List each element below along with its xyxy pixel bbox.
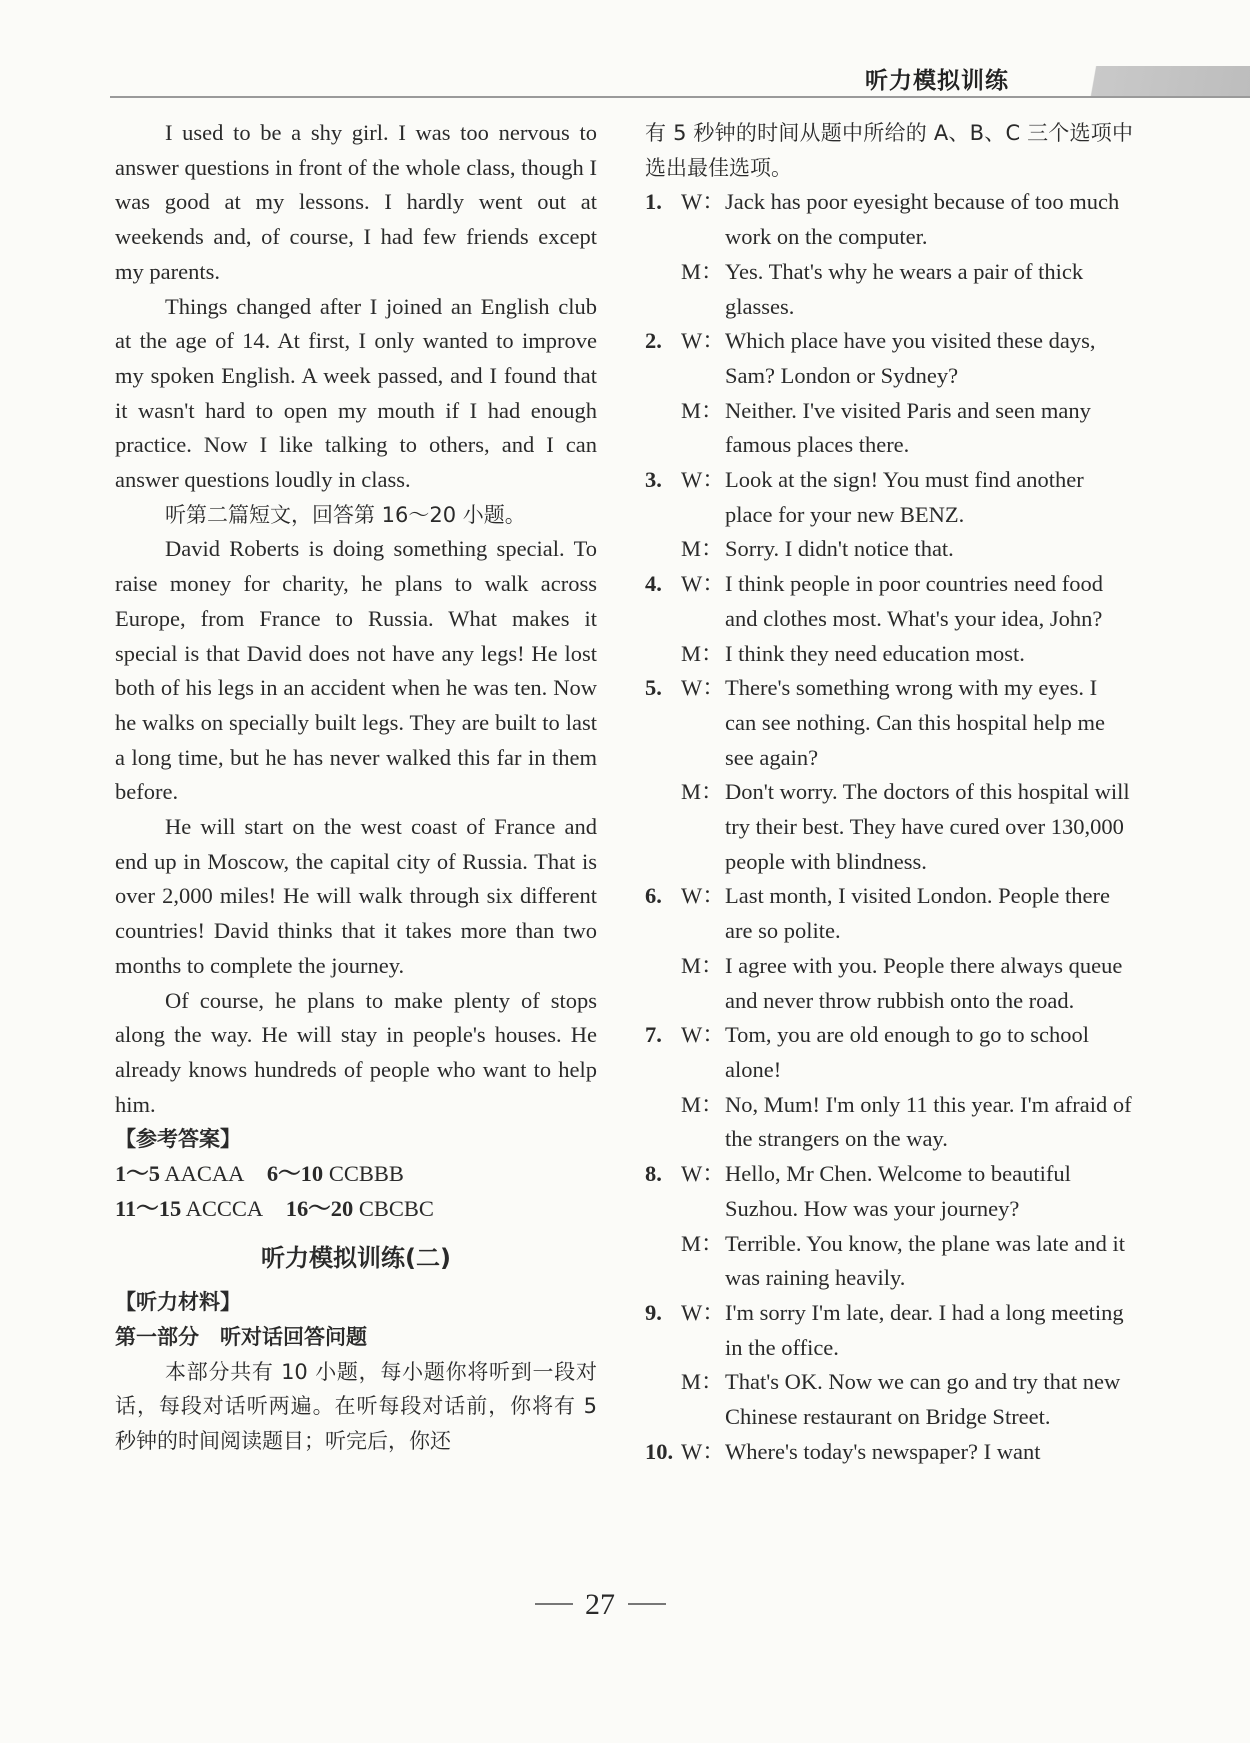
dialogue-number: 9. <box>645 1299 662 1325</box>
paragraph: He will start on the west coast of France and end up in Moscow, the capital city of Russia. That is over 2,000 miles! He will walk through six different countries! David thinks that it takes more than two months to complete the journey. <box>115 814 597 978</box>
paragraph: I used to be a shy girl. I was too nervous to answer questions in front of the whole class, though I was good at my lessons. I hardly went out at weekends and, of course, I had few friends except my parents. <box>115 120 597 284</box>
dialogue-text: Which place have you visited these days, Sam? London or Sydney? <box>725 328 1096 388</box>
dialogue-text: That's OK. Now we can go and try that new Chinese restaurant on Bridge Street. <box>725 1369 1121 1430</box>
dialogue-number: 10. <box>645 1438 674 1464</box>
dialogue-list <box>645 185 1133 1434</box>
header-rule <box>110 96 1250 98</box>
dialogue-line <box>645 775 1133 879</box>
answer-key: CCBBB <box>328 1161 404 1187</box>
header-decor-band <box>1055 66 1250 98</box>
dialogue-text: I agree with you. People there always queue and never throw rubbish onto the road. <box>725 952 1123 1013</box>
speaker-label: W： <box>681 571 725 597</box>
dialogue-text: Last month, I visited London. People there are so polite. <box>725 883 1110 944</box>
dialogue-line <box>645 1296 1133 1365</box>
answer-key: CBCBC <box>358 1195 434 1221</box>
dialogue-line <box>645 1088 1133 1157</box>
dialogue-line <box>645 463 1133 532</box>
dialogue-line <box>645 1365 1133 1434</box>
dialogue-line <box>645 394 1133 463</box>
dialogue-text: No, Mum! I'm only 11 this year. I'm afraid of the strangers on the way. <box>725 1091 1132 1152</box>
speaker-label: W： <box>681 189 725 215</box>
footer-rule-left <box>535 1603 573 1605</box>
dialogue-text: Jack has poor eyesight because of too much work on the computer. <box>725 189 1120 250</box>
passage-instruction: 听第二篇短文，回答第 16～20 小题。 <box>165 502 526 527</box>
speaker-label: M： <box>681 640 724 666</box>
speaker-label: M： <box>681 779 724 805</box>
speaker-label: W： <box>681 1299 725 1325</box>
dialogue-number: 7. <box>645 1022 662 1048</box>
section-title: 听力模拟训练(二) <box>261 1243 451 1272</box>
dialogue-line <box>645 879 1133 948</box>
speaker-label: W： <box>681 1161 725 1187</box>
speaker-label: M： <box>681 1230 724 1256</box>
part-intro: 本部分共有 10 小题，每小题你将听到一段对话，每段对话听两遍。在听每段对话前，你将有 5 秒钟的时间阅读题目；听完后，你还 <box>115 1359 597 1454</box>
speaker-label: M： <box>681 397 724 423</box>
dialogue-text: Neither. I've visited Paris and seen many famous places there. <box>725 397 1091 458</box>
dialogue-line <box>645 255 1133 324</box>
dialogue-text: There's something wrong with my eyes. I can see nothing. Can this hospital help me see again? <box>725 675 1105 770</box>
paragraph: Of course, he plans to make plenty of stops along the way. He will stay in people's houses. He already knows hundreds of people who want to help him. <box>115 987 597 1117</box>
dialogue-number: 4. <box>645 571 662 597</box>
dialogue-text: I think they need education most. <box>725 640 1025 666</box>
answer-range: 6～10 <box>266 1161 324 1187</box>
answers-heading: 【参考答案】 <box>115 1127 241 1152</box>
material-heading: 【听力材料】 <box>115 1290 241 1315</box>
footer-rule-right <box>628 1603 666 1605</box>
dialogue-text: Don't worry. The doctors of this hospital will try their best. They have cured over 130,000 people with blindness. <box>725 779 1130 874</box>
part-heading: 第一部分 听对话回答问题 <box>115 1324 367 1349</box>
dialogue-line <box>645 1227 1133 1296</box>
answer-line <box>115 1157 597 1192</box>
dialogue-text: Tom, you are old enough to go to school alone! <box>725 1022 1089 1082</box>
dialogue-number: 3. <box>645 467 662 493</box>
dialogue-line <box>645 1157 1133 1226</box>
answer-range: 1～5 <box>115 1161 161 1187</box>
dialogue-text: I think people in poor countries need food and clothes most. What's your idea, John? <box>725 571 1104 631</box>
dialogue-line <box>645 637 1133 672</box>
paragraph: David Roberts is doing something special. To raise money for charity, he plans to walk across Europe, from France to Russia. What makes it special is that David does not have any legs! He lost both of his legs in an accident when he was ten. Now he walks on specially built legs. They are built to last a long time, but he has never walked this far in them before. <box>115 536 597 805</box>
dialogue-line <box>645 324 1133 393</box>
answer-key: ACCCA <box>185 1195 264 1221</box>
dialogue-text: Hello, Mr Chen. Welcome to beautiful Suzhou. How was your journey? <box>725 1161 1071 1221</box>
speaker-label: M： <box>681 258 724 284</box>
dialogue-line <box>645 1018 1133 1087</box>
part-intro-continued: 有 5 秒钟的时间从题中所给的 A、B、C 三个选项中选出最佳选项。 <box>645 121 1133 180</box>
dialogue-line <box>645 532 1133 567</box>
dialogue-number: 2. <box>645 328 662 354</box>
dialogue-number: 6. <box>645 883 662 909</box>
dialogue-line <box>645 1435 1133 1470</box>
speaker-label: M： <box>681 1369 724 1395</box>
dialogue-line <box>645 671 1133 775</box>
left-column <box>115 116 597 1459</box>
speaker-label: W： <box>681 328 725 354</box>
dialogue-text: I'm sorry I'm late, dear. I had a long meeting in the office. <box>725 1299 1124 1360</box>
dialogue-line <box>645 567 1133 636</box>
dialogue-text: Yes. That's why he wears a pair of thick glasses. <box>725 258 1084 319</box>
speaker-label: M： <box>681 536 724 562</box>
paragraph: Things changed after I joined an English club at the age of 14. At first, I only wanted to improve my spoken English. A week passed, and I found that it wasn't hard to open my mouth if I had enough practice. Now I like talking to others, and I can answer questions loudly in class. <box>115 293 597 493</box>
speaker-label: W： <box>681 883 725 909</box>
answer-range: 11～15 <box>115 1195 182 1221</box>
dialogue-line <box>645 949 1133 1018</box>
speaker-label: W： <box>681 1438 725 1464</box>
dialogue-text: Where's today's newspaper? I want <box>725 1438 1041 1464</box>
header-title: 听力模拟训练 <box>865 68 1009 94</box>
speaker-label: M： <box>681 1091 724 1117</box>
answer-line <box>115 1192 597 1227</box>
dialogue-text: Sorry. I didn't notice that. <box>725 536 954 562</box>
dialogue-line <box>645 185 1133 254</box>
answer-key: AACAA <box>164 1161 245 1187</box>
dialogue-number: 1. <box>645 189 662 215</box>
right-column <box>645 116 1133 1469</box>
dialogue-number: 8. <box>645 1161 662 1187</box>
speaker-label: W： <box>681 1022 725 1048</box>
dialogue-text: Terrible. You know, the plane was late and it was raining heavily. <box>725 1230 1126 1291</box>
dialogue-text: Look at the sign! You must find another place for your new BENZ. <box>725 467 1084 527</box>
answer-range: 16～20 <box>285 1195 354 1221</box>
page-number: 27 <box>585 1588 615 1621</box>
dialogue-number: 5. <box>645 675 662 701</box>
speaker-label: W： <box>681 675 725 701</box>
speaker-label: M： <box>681 952 724 978</box>
speaker-label: W： <box>681 467 725 493</box>
